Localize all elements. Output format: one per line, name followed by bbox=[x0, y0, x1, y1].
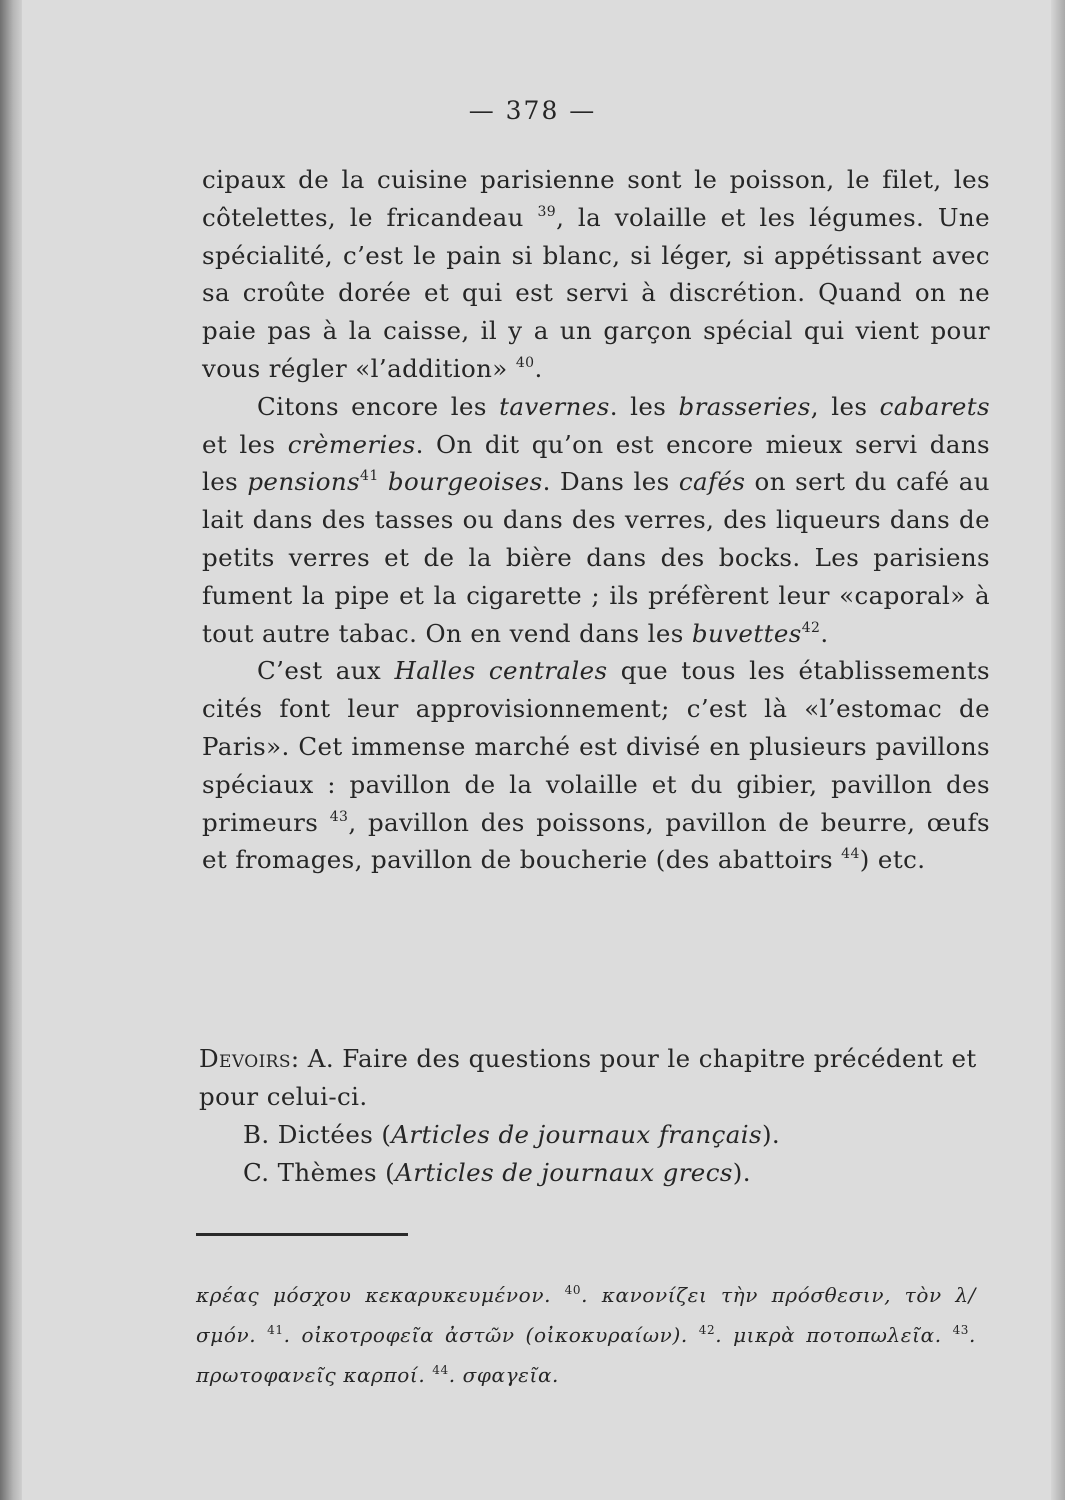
footnotes bbox=[196, 1275, 976, 1395]
footnote-number-44: 44 bbox=[432, 1363, 449, 1377]
page-number: — 378 — bbox=[468, 96, 597, 125]
paragraph-2: Citons encore les tavernes. les brasseries, les cabarets et les crèmeries. On dit qu’on est encore mieux servi dans les pensions$^{41}$ bourgeoises. Dans les cafés on sert du café au lait dans des tasses ou dans des verres, des liqueurs dans de petits verres et de la bière dans des bocks. Les parisiens fument la pipe et la cigarette ; ils préfèrent leur «caporal» à tout autre tabac. On en vend dans les buvettes$^{42}$. bbox=[202, 391, 991, 648]
footnote-40: . κανονίζει τὴν πρόσθεσιν, τὸν λ/σμόν. bbox=[196, 1283, 976, 1347]
footnote-ref-42: 42 bbox=[801, 619, 821, 636]
book-spine-shadow bbox=[0, 0, 22, 1500]
paragraph-3: C’est aux Halles centrales que tous les établissements cités font leur approvisionnement; c’est là «l’estomac de Paris». Cet immense marché est divisé en plusieurs pavillons spéciaux : pavillon de la volaille et du gibier, pavillon des primeurs $^{43}$, pavillon des poissons, pavillon de beurre, œufs et fromages, pavillon de boucherie (des abattoirs $^{44}$) etc. bbox=[202, 656, 990, 875]
footnote-ref-44: 44 bbox=[841, 846, 860, 863]
footnote-42: . μικρὰ ποτοπωλεῖα. bbox=[715, 1323, 953, 1347]
footnote-ref-41: 41 bbox=[360, 468, 379, 485]
homework-label: Devoirs: bbox=[199, 1044, 300, 1073]
footnote-44: . σφαγεῖα. bbox=[448, 1363, 560, 1387]
footnote-ref-39: 39 bbox=[537, 203, 557, 220]
homework-c: C. Thèmes (Articles de journaux grecs). bbox=[243, 1158, 751, 1187]
paragraph-1: cipaux de la cuisine parisienne sont le poisson, le filet, les côtelettes, le fricandeau $^{39}$, la volaille et les légumes. Une spécialité, c’est le pain si blanc, si léger, si appétissant avec sa croûte dorée et qui est servi à discrétion. Quand on ne paie pas à la caisse, il y a un garçon spécial qui vient pour vous régler «l’addition» $^{40}$. bbox=[202, 165, 991, 383]
footnote-39: κρέας μόσχου κεκαρυκευμένον. bbox=[196, 1283, 565, 1307]
footnote-number-42: 42 bbox=[698, 1323, 716, 1337]
homework-section bbox=[199, 1040, 981, 1192]
footnote-ref-43: 43 bbox=[329, 808, 349, 825]
homework-a: Devoirs: A. Faire des questions pour le chapitre précédent et pour celui-ci. bbox=[199, 1044, 977, 1111]
homework-b: B. Dictées (Articles de journaux français). bbox=[243, 1120, 781, 1149]
main-text bbox=[202, 161, 990, 879]
footnote-43: . πρωτοφανεῖς καρποί. bbox=[196, 1323, 977, 1387]
page-edge-shadow bbox=[1051, 0, 1065, 1500]
footnote-number-43: 43 bbox=[952, 1323, 970, 1337]
footnote-ref-40: 40 bbox=[515, 354, 535, 371]
footnote-number-40: 40 bbox=[564, 1283, 582, 1297]
footnote-number-41: 41 bbox=[267, 1323, 284, 1337]
footnote-41: . οἰκοτροφεῖα ἀστῶν (οἰκοκυραίων). bbox=[283, 1323, 699, 1347]
footnote-divider bbox=[196, 1233, 408, 1236]
